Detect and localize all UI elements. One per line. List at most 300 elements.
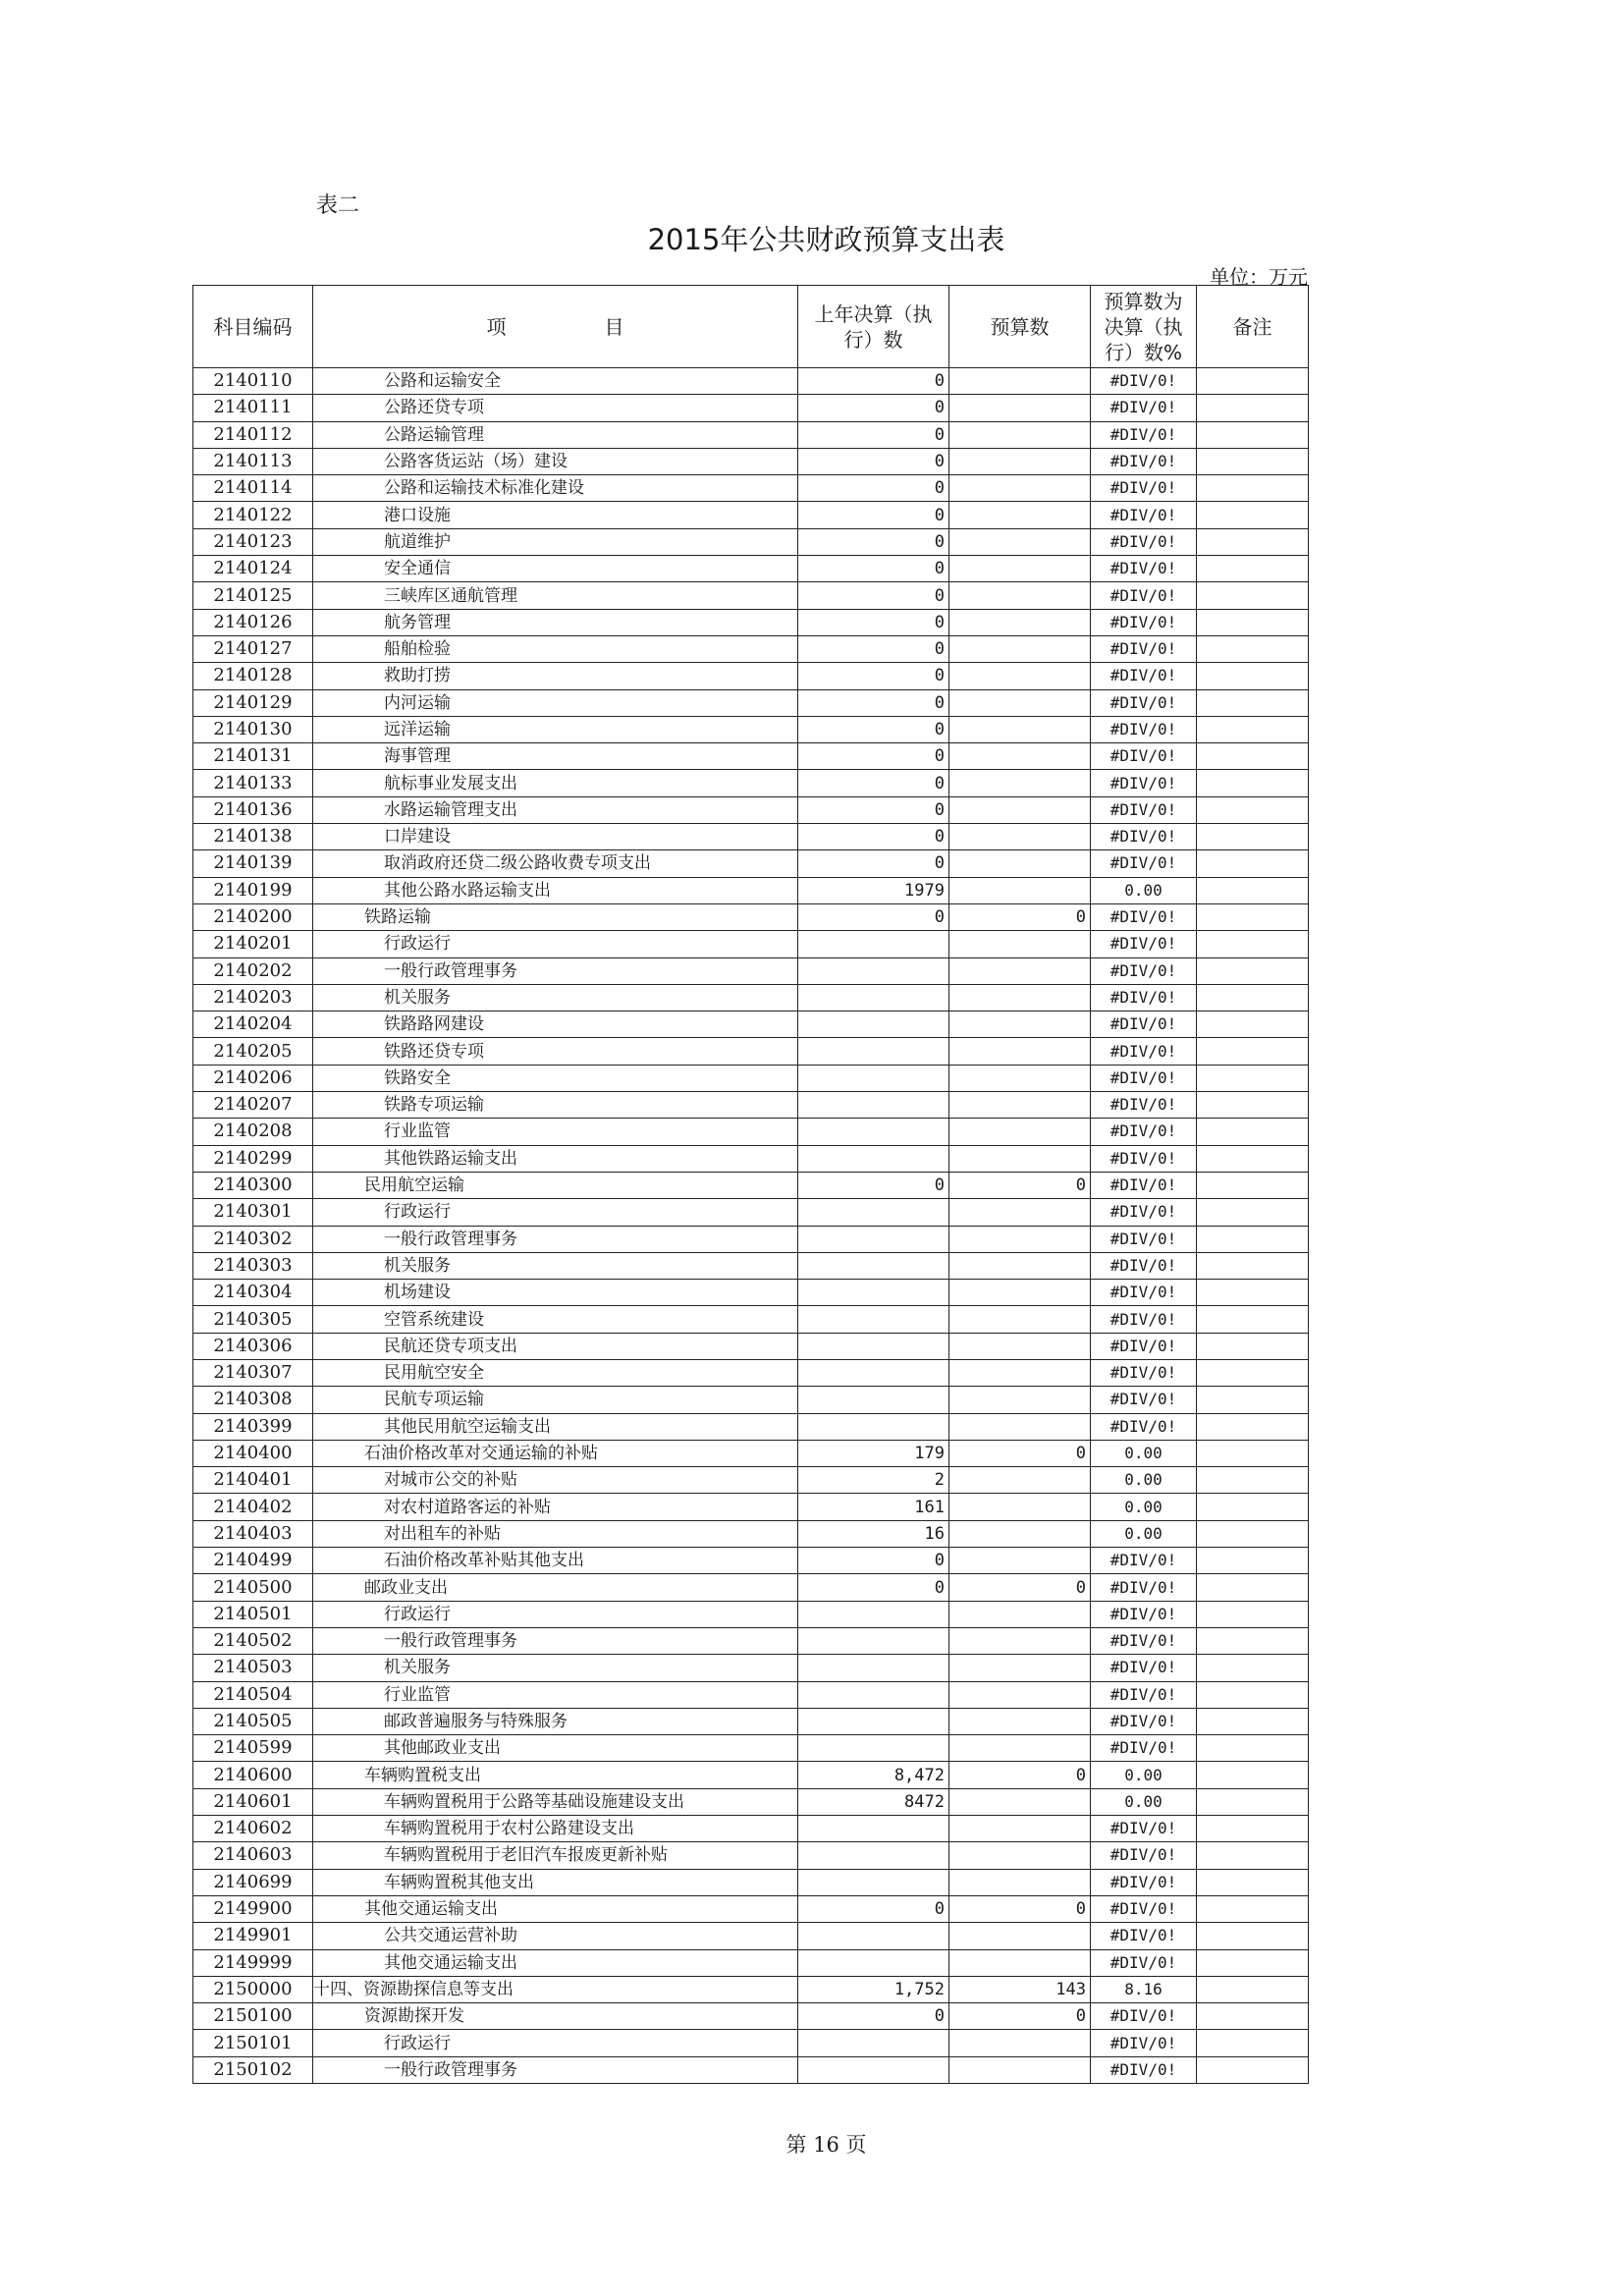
- header-note: 备注: [1197, 286, 1309, 368]
- table-row: [193, 1762, 1309, 1788]
- table-row: [193, 824, 1309, 850]
- row-code: 2140136: [193, 796, 313, 823]
- table-header-row: [193, 286, 1309, 368]
- row-percent: #DIV/0!: [1091, 635, 1197, 662]
- table-body: [193, 368, 1309, 2084]
- row-code: 2140299: [193, 1145, 313, 1172]
- table-row: [193, 1387, 1309, 1413]
- row-code: 2140305: [193, 1306, 313, 1333]
- row-prev-actual: [798, 1627, 949, 1654]
- row-prev-actual: 0: [798, 448, 949, 474]
- row-note: [1197, 1467, 1309, 1494]
- table-row: [193, 1440, 1309, 1466]
- row-note: [1197, 931, 1309, 957]
- table-row: [193, 1842, 1309, 1869]
- document-label: 表二: [316, 193, 360, 218]
- row-item-name: 行政运行: [313, 1601, 798, 1627]
- row-budget: 0: [949, 1895, 1091, 1922]
- row-budget: [949, 1627, 1091, 1654]
- row-budget: [949, 1226, 1091, 1252]
- row-note: [1197, 743, 1309, 770]
- row-note: [1197, 1494, 1309, 1520]
- row-prev-actual: [798, 1387, 949, 1413]
- row-note: [1197, 1520, 1309, 1547]
- row-item-name: 公路和运输技术标准化建设: [313, 475, 798, 502]
- row-note: [1197, 1119, 1309, 1145]
- table-row: [193, 475, 1309, 502]
- row-budget: [949, 395, 1091, 421]
- table-row: [193, 528, 1309, 555]
- row-note: [1197, 448, 1309, 474]
- row-code: 2140603: [193, 1842, 313, 1869]
- row-code: 2140129: [193, 689, 313, 716]
- row-budget: [949, 824, 1091, 850]
- row-code: 2140127: [193, 635, 313, 662]
- row-code: 2140300: [193, 1172, 313, 1198]
- row-percent: #DIV/0!: [1091, 475, 1197, 502]
- table-row: [193, 1413, 1309, 1440]
- row-budget: [949, 1092, 1091, 1119]
- row-item-name: 铁路路网建设: [313, 1011, 798, 1038]
- row-percent: #DIV/0!: [1091, 1226, 1197, 1252]
- row-note: [1197, 556, 1309, 582]
- table-row: [193, 395, 1309, 421]
- row-prev-actual: 0: [798, 368, 949, 395]
- row-item-name: 铁路运输: [313, 903, 798, 930]
- table-row: [193, 1172, 1309, 1198]
- row-code: 2140126: [193, 609, 313, 635]
- row-budget: [949, 448, 1091, 474]
- row-code: 2140599: [193, 1735, 313, 1762]
- row-code: 2140200: [193, 903, 313, 930]
- table-row: [193, 556, 1309, 582]
- row-item-name: 车辆购置税其他支出: [313, 1869, 798, 1895]
- row-prev-actual: [798, 1655, 949, 1681]
- row-budget: [949, 528, 1091, 555]
- row-budget: [949, 1333, 1091, 1359]
- row-note: [1197, 2030, 1309, 2056]
- row-percent: #DIV/0!: [1091, 2056, 1197, 2083]
- row-prev-actual: [798, 1735, 949, 1762]
- row-item-name: 机关服务: [313, 984, 798, 1011]
- row-budget: [949, 1119, 1091, 1145]
- row-note: [1197, 368, 1309, 395]
- row-code: 2140208: [193, 1119, 313, 1145]
- row-budget: [949, 1252, 1091, 1279]
- row-code: 2140110: [193, 368, 313, 395]
- row-note: [1197, 609, 1309, 635]
- row-code: 2140111: [193, 395, 313, 421]
- row-item-name: 公路客货运站（场）建设: [313, 448, 798, 474]
- row-code: 2149999: [193, 1949, 313, 1976]
- row-percent: #DIV/0!: [1091, 582, 1197, 609]
- row-prev-actual: 0: [798, 528, 949, 555]
- row-code: 2140204: [193, 1011, 313, 1038]
- row-percent: #DIV/0!: [1091, 1172, 1197, 1198]
- row-code: 2140128: [193, 663, 313, 689]
- row-item-name: 铁路安全: [313, 1065, 798, 1091]
- row-note: [1197, 1092, 1309, 1119]
- table-row: [193, 1226, 1309, 1252]
- table-row: [193, 1816, 1309, 1842]
- row-budget: [949, 850, 1091, 877]
- row-item-name: 内河运输: [313, 689, 798, 716]
- row-code: 2140112: [193, 421, 313, 448]
- table-row: [193, 984, 1309, 1011]
- row-note: [1197, 1574, 1309, 1601]
- table-row: [193, 770, 1309, 796]
- row-prev-actual: [798, 1842, 949, 1869]
- row-note: [1197, 1252, 1309, 1279]
- row-item-name: 安全通信: [313, 556, 798, 582]
- row-code: 2140500: [193, 1574, 313, 1601]
- row-item-name: 行政运行: [313, 931, 798, 957]
- row-note: [1197, 1735, 1309, 1762]
- row-item-name: 资源勘探开发: [313, 2003, 798, 2030]
- row-note: [1197, 1708, 1309, 1734]
- table-row: [193, 635, 1309, 662]
- header-item: 项 目: [313, 286, 798, 368]
- row-code: 2150102: [193, 2056, 313, 2083]
- row-item-name: 机场建设: [313, 1280, 798, 1306]
- row-prev-actual: 0: [798, 824, 949, 850]
- row-percent: #DIV/0!: [1091, 2030, 1197, 2056]
- row-percent: #DIV/0!: [1091, 556, 1197, 582]
- table-row: [193, 1306, 1309, 1333]
- row-item-name: 车辆购置税用于农村公路建设支出: [313, 1816, 798, 1842]
- row-budget: [949, 635, 1091, 662]
- row-prev-actual: 0: [798, 903, 949, 930]
- row-item-name: 救助打捞: [313, 663, 798, 689]
- table-row: [193, 1627, 1309, 1654]
- row-prev-actual: 0: [798, 716, 949, 742]
- header-prev-actual: 上年决算（执行）数: [798, 286, 949, 368]
- table-row: [193, 1681, 1309, 1708]
- row-item-name: 公路运输管理: [313, 421, 798, 448]
- table-row: [193, 1092, 1309, 1119]
- row-percent: #DIV/0!: [1091, 1092, 1197, 1119]
- row-note: [1197, 502, 1309, 528]
- row-budget: [949, 475, 1091, 502]
- row-item-name: 其他公路水路运输支出: [313, 877, 798, 903]
- row-prev-actual: [798, 1226, 949, 1252]
- row-note: [1197, 1548, 1309, 1574]
- row-item-name: 铁路专项运输: [313, 1092, 798, 1119]
- row-budget: [949, 1494, 1091, 1520]
- table-row: [193, 1601, 1309, 1627]
- row-code: 2140399: [193, 1413, 313, 1440]
- row-percent: #DIV/0!: [1091, 1842, 1197, 1869]
- table-row: [193, 931, 1309, 957]
- row-budget: [949, 1011, 1091, 1038]
- row-code: 2140203: [193, 984, 313, 1011]
- row-budget: [949, 716, 1091, 742]
- row-note: [1197, 1387, 1309, 1413]
- row-note: [1197, 2056, 1309, 2083]
- table-row: [193, 609, 1309, 635]
- table-row: [193, 903, 1309, 930]
- row-percent: 0.00: [1091, 877, 1197, 903]
- row-budget: [949, 1387, 1091, 1413]
- row-percent: #DIV/0!: [1091, 824, 1197, 850]
- row-percent: #DIV/0!: [1091, 421, 1197, 448]
- row-item-name: 三峡库区通航管理: [313, 582, 798, 609]
- row-item-name: 铁路还贷专项: [313, 1038, 798, 1065]
- row-item-name: 对出租车的补贴: [313, 1520, 798, 1547]
- row-item-name: 空管系统建设: [313, 1306, 798, 1333]
- row-prev-actual: 0: [798, 556, 949, 582]
- row-budget: [949, 1413, 1091, 1440]
- row-note: [1197, 1816, 1309, 1842]
- row-budget: 0: [949, 1574, 1091, 1601]
- row-percent: #DIV/0!: [1091, 850, 1197, 877]
- table-row: [193, 1869, 1309, 1895]
- row-item-name: 行业监管: [313, 1681, 798, 1708]
- table-row: [193, 502, 1309, 528]
- row-budget: [949, 663, 1091, 689]
- row-item-name: 公共交通运营补助: [313, 1923, 798, 1949]
- row-code: 2140206: [193, 1065, 313, 1091]
- row-percent: #DIV/0!: [1091, 903, 1197, 930]
- table-row: [193, 796, 1309, 823]
- row-code: 2140199: [193, 877, 313, 903]
- table-row: [193, 1976, 1309, 2002]
- row-budget: [949, 556, 1091, 582]
- row-percent: #DIV/0!: [1091, 502, 1197, 528]
- row-item-name: 对农村道路客运的补贴: [313, 1494, 798, 1520]
- row-percent: #DIV/0!: [1091, 1387, 1197, 1413]
- row-budget: [949, 1923, 1091, 1949]
- row-note: [1197, 1172, 1309, 1198]
- row-prev-actual: 0: [798, 421, 949, 448]
- table-row: [193, 877, 1309, 903]
- row-code: 2140301: [193, 1199, 313, 1226]
- row-note: [1197, 2003, 1309, 2030]
- row-prev-actual: 0: [798, 1172, 949, 1198]
- row-budget: [949, 796, 1091, 823]
- row-code: 2140306: [193, 1333, 313, 1359]
- row-code: 2140131: [193, 743, 313, 770]
- row-budget: [949, 1788, 1091, 1815]
- table-row: [193, 421, 1309, 448]
- table-row: [193, 1949, 1309, 1976]
- row-note: [1197, 528, 1309, 555]
- row-prev-actual: 0: [798, 850, 949, 877]
- row-note: [1197, 1601, 1309, 1627]
- page-number: 第 16 页: [785, 2133, 867, 2157]
- row-budget: [949, 1735, 1091, 1762]
- table-row: [193, 1788, 1309, 1815]
- row-note: [1197, 395, 1309, 421]
- row-percent: #DIV/0!: [1091, 448, 1197, 474]
- row-percent: #DIV/0!: [1091, 368, 1197, 395]
- row-budget: [949, 1038, 1091, 1065]
- row-prev-actual: 0: [798, 2003, 949, 2030]
- table-row: [193, 1708, 1309, 1734]
- row-item-name: 港口设施: [313, 502, 798, 528]
- row-budget: [949, 931, 1091, 957]
- row-prev-actual: 161: [798, 1494, 949, 1520]
- row-prev-actual: [798, 1145, 949, 1172]
- row-code: 2140402: [193, 1494, 313, 1520]
- table-row: [193, 1038, 1309, 1065]
- table-row: [193, 1119, 1309, 1145]
- row-code: 2140499: [193, 1548, 313, 1574]
- row-item-name: 其他交通运输支出: [313, 1949, 798, 1976]
- row-note: [1197, 877, 1309, 903]
- row-note: [1197, 824, 1309, 850]
- row-code: 2140304: [193, 1280, 313, 1306]
- row-note: [1197, 1359, 1309, 1386]
- row-budget: [949, 1869, 1091, 1895]
- row-item-name: 船舶检验: [313, 635, 798, 662]
- row-note: [1197, 1038, 1309, 1065]
- row-prev-actual: 179: [798, 1440, 949, 1466]
- row-prev-actual: [798, 1011, 949, 1038]
- row-note: [1197, 796, 1309, 823]
- page-title: 2015年公共财政预算支出表: [647, 223, 1005, 256]
- row-item-name: 邮政普遍服务与特殊服务: [313, 1708, 798, 1734]
- row-percent: 0.00: [1091, 1788, 1197, 1815]
- row-note: [1197, 1280, 1309, 1306]
- row-code: 2140602: [193, 1816, 313, 1842]
- row-note: [1197, 1923, 1309, 1949]
- row-note: [1197, 663, 1309, 689]
- row-item-name: 石油价格改革对交通运输的补贴: [313, 1440, 798, 1466]
- row-item-name: 航道维护: [313, 528, 798, 555]
- row-item-name: 其他铁路运输支出: [313, 1145, 798, 1172]
- row-code: 2140113: [193, 448, 313, 474]
- row-percent: #DIV/0!: [1091, 770, 1197, 796]
- row-percent: #DIV/0!: [1091, 1333, 1197, 1359]
- row-prev-actual: 0: [798, 1548, 949, 1574]
- row-note: [1197, 1681, 1309, 1708]
- table-row: [193, 1065, 1309, 1091]
- table-row: [193, 1199, 1309, 1226]
- row-note: [1197, 1788, 1309, 1815]
- row-percent: #DIV/0!: [1091, 1655, 1197, 1681]
- row-note: [1197, 1895, 1309, 1922]
- row-percent: #DIV/0!: [1091, 1949, 1197, 1976]
- row-prev-actual: 8,472: [798, 1762, 949, 1788]
- row-percent: #DIV/0!: [1091, 1548, 1197, 1574]
- row-code: 2140201: [193, 931, 313, 957]
- row-note: [1197, 1413, 1309, 1440]
- table-row: [193, 689, 1309, 716]
- table-row: [193, 1735, 1309, 1762]
- row-note: [1197, 1199, 1309, 1226]
- row-note: [1197, 421, 1309, 448]
- row-prev-actual: 2: [798, 1467, 949, 1494]
- row-note: [1197, 1440, 1309, 1466]
- row-prev-actual: 1,752: [798, 1976, 949, 2002]
- row-code: 2140502: [193, 1627, 313, 1654]
- table-row: [193, 1467, 1309, 1494]
- row-prev-actual: [798, 1119, 949, 1145]
- table-row: [193, 368, 1309, 395]
- row-item-name: 民用航空安全: [313, 1359, 798, 1386]
- row-prev-actual: 0: [798, 1895, 949, 1922]
- row-item-name: 海事管理: [313, 743, 798, 770]
- row-prev-actual: 0: [798, 663, 949, 689]
- row-code: 2140401: [193, 1467, 313, 1494]
- row-prev-actual: [798, 1413, 949, 1440]
- row-prev-actual: 0: [798, 770, 949, 796]
- row-prev-actual: [798, 1681, 949, 1708]
- row-percent: #DIV/0!: [1091, 528, 1197, 555]
- row-item-name: 邮政业支出: [313, 1574, 798, 1601]
- table-row: [193, 582, 1309, 609]
- row-budget: [949, 1816, 1091, 1842]
- row-code: 2140699: [193, 1869, 313, 1895]
- row-prev-actual: [798, 1280, 949, 1306]
- row-budget: [949, 957, 1091, 984]
- row-note: [1197, 689, 1309, 716]
- row-percent: #DIV/0!: [1091, 1145, 1197, 1172]
- row-percent: #DIV/0!: [1091, 689, 1197, 716]
- row-code: 2140400: [193, 1440, 313, 1466]
- row-percent: #DIV/0!: [1091, 1708, 1197, 1734]
- row-item-name: 民航专项运输: [313, 1387, 798, 1413]
- row-percent: #DIV/0!: [1091, 1119, 1197, 1145]
- row-percent: 8.16: [1091, 1976, 1197, 2002]
- row-item-name: 一般行政管理事务: [313, 2056, 798, 2083]
- row-percent: #DIV/0!: [1091, 957, 1197, 984]
- row-item-name: 取消政府还贷二级公路收费专项支出: [313, 850, 798, 877]
- row-budget: [949, 984, 1091, 1011]
- row-percent: #DIV/0!: [1091, 1627, 1197, 1654]
- table-row: [193, 1494, 1309, 1520]
- table-row: [193, 957, 1309, 984]
- row-percent: #DIV/0!: [1091, 931, 1197, 957]
- row-prev-actual: [798, 1065, 949, 1091]
- row-prev-actual: [798, 1601, 949, 1627]
- header-budget: 预算数: [949, 286, 1091, 368]
- row-percent: #DIV/0!: [1091, 1280, 1197, 1306]
- expenditure-table: [192, 285, 1309, 2084]
- row-code: 2140202: [193, 957, 313, 984]
- row-percent: #DIV/0!: [1091, 1199, 1197, 1226]
- row-note: [1197, 1306, 1309, 1333]
- table-row: [193, 2003, 1309, 2030]
- row-percent: 0.00: [1091, 1494, 1197, 1520]
- row-code: 2140139: [193, 850, 313, 877]
- row-prev-actual: [798, 1949, 949, 1976]
- row-code: 2140123: [193, 528, 313, 555]
- row-percent: #DIV/0!: [1091, 1359, 1197, 1386]
- table-row: [193, 1145, 1309, 1172]
- row-note: [1197, 1011, 1309, 1038]
- row-code: 2150100: [193, 2003, 313, 2030]
- row-note: [1197, 582, 1309, 609]
- row-note: [1197, 770, 1309, 796]
- row-prev-actual: [798, 2030, 949, 2056]
- row-budget: 0: [949, 2003, 1091, 2030]
- row-item-name: 口岸建设: [313, 824, 798, 850]
- table-row: [193, 1520, 1309, 1547]
- row-budget: [949, 743, 1091, 770]
- row-item-name: 其他民用航空运输支出: [313, 1413, 798, 1440]
- row-code: 2140302: [193, 1226, 313, 1252]
- row-budget: [949, 1655, 1091, 1681]
- row-note: [1197, 1842, 1309, 1869]
- table-row: [193, 448, 1309, 474]
- row-prev-actual: [798, 2056, 949, 2083]
- row-note: [1197, 1627, 1309, 1654]
- row-item-name: 车辆购置税支出: [313, 1762, 798, 1788]
- row-code: 2140307: [193, 1359, 313, 1386]
- row-note: [1197, 475, 1309, 502]
